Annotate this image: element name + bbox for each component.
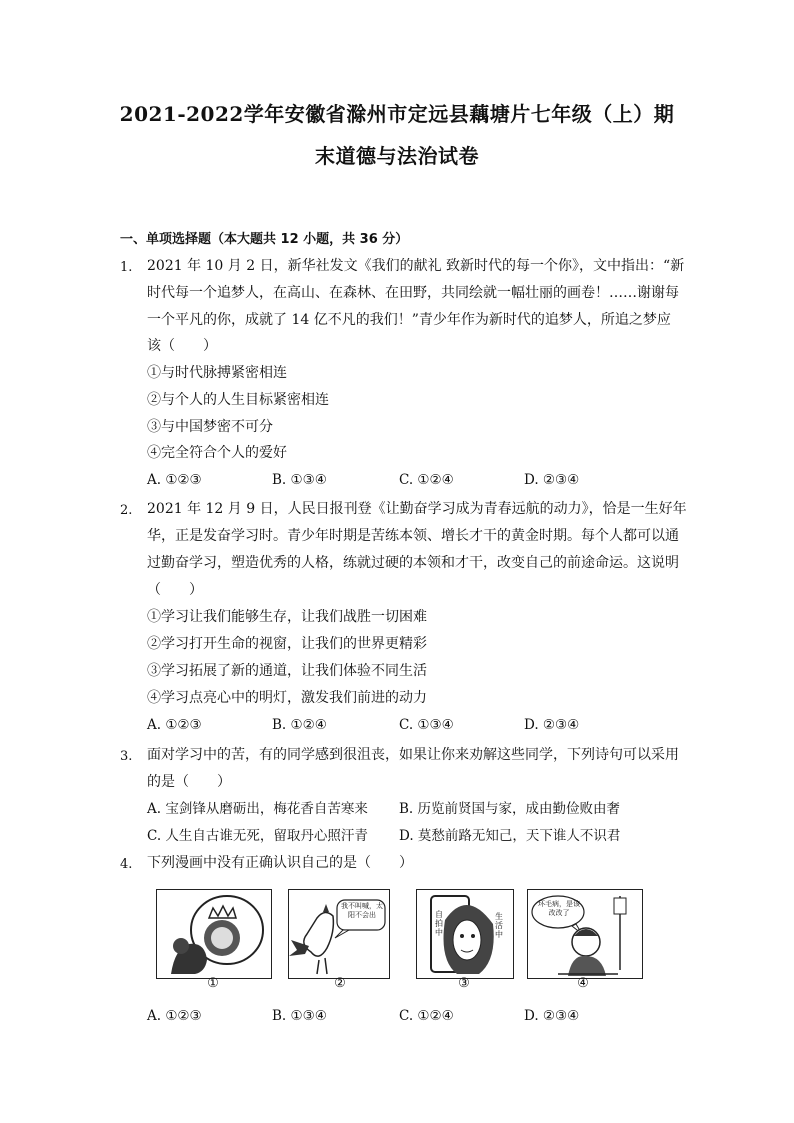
statement-item: ②学习打开生命的视窗，让我们的世界更精彩 xyxy=(147,636,427,652)
cartoon-rooster xyxy=(288,889,390,979)
question-text-line: （ ） xyxy=(147,582,203,598)
question-text-line: 过勤奋学习，塑造优秀的人格，练就过硬的本领和才干，改变自己的前途命运。这说明 xyxy=(147,555,679,571)
answer-option: B. ①②④ xyxy=(272,717,327,733)
statement-item: ①学习让我们能够生存，让我们战胜一切困难 xyxy=(147,609,427,625)
question-number: 3. xyxy=(120,749,133,764)
page-title-line2: 末道德与法治试卷 xyxy=(315,144,479,168)
answer-option: D. 莫愁前路无知己，天下谁人不识君 xyxy=(399,828,621,844)
answer-option: B. 历览前贤国与家，成由勤俭败由奢 xyxy=(399,801,621,817)
cartoon-caption: ④ xyxy=(577,976,589,991)
question-text-line: 面对学习中的苦，有的同学感到很沮丧，如果让你来劝解这些同学，下列诗句可以采用 xyxy=(147,747,679,763)
answer-option: C. ①②④ xyxy=(399,1008,454,1024)
cartoon-caption: ③ xyxy=(458,976,470,991)
statement-item: ②与个人的人生目标紧密相连 xyxy=(147,392,329,408)
answer-option: C. 人生自古谁无死，留取丹心照汗青 xyxy=(147,828,368,844)
cartoon-caption: ② xyxy=(334,976,346,991)
cartoon-lion-mirror xyxy=(156,889,272,979)
label-selfie: 自拍中 xyxy=(435,910,443,937)
statement-item: ③学习拓展了新的通道，让我们体验不同生活 xyxy=(147,663,427,679)
question-text-line: 2021 年 10 月 2 日，新华社发文《我们的献礼 致新时代的每一个你》，文中指出：“新 xyxy=(147,258,685,274)
speech-bubble-boy: 坏毛病，是该改改了 xyxy=(538,900,580,917)
answer-option: D. ②③④ xyxy=(524,717,580,733)
statement-item: ③与中国梦密不可分 xyxy=(147,419,273,435)
answer-option: A. ①②③ xyxy=(147,1008,202,1024)
answer-option: C. ①②④ xyxy=(399,472,454,488)
answer-option: D. ②③④ xyxy=(524,1008,580,1024)
statement-item: ①与时代脉搏紧密相连 xyxy=(147,365,287,381)
cartoon-boy-reflecting xyxy=(527,889,643,979)
answer-option: B. ①③④ xyxy=(272,472,327,488)
cartoon-caption: ① xyxy=(207,976,219,991)
page-title-line1: 2021-2022学年安徽省滁州市定远县藕塘片七年级（上）期 xyxy=(119,102,675,126)
cartoon-selfie xyxy=(416,889,514,979)
statement-item: ④学习点亮心中的明灯，激发我们前进的动力 xyxy=(147,690,427,706)
label-real-life: 生活中 xyxy=(495,912,503,939)
question-text-line: 下列漫画中没有正确认识自己的是（ ） xyxy=(147,855,413,871)
answer-option: C. ①③④ xyxy=(399,717,454,733)
question-number: 4. xyxy=(120,857,133,872)
answer-option: A. ①②③ xyxy=(147,472,202,488)
question-number: 1. xyxy=(120,260,133,275)
question-text-line: 华，正是发奋学习时。青少年时期是苦练本领、增长才干的黄金时期。每个人都可以通 xyxy=(147,528,679,544)
speech-bubble-rooster: 我不叫喊，太阳不会出 xyxy=(341,902,383,919)
question-text-line: 2021 年 12 月 9 日，人民日报刊登《让勤奋学习成为青春远航的动力》，恰是一生好年 xyxy=(147,501,687,517)
question-text-line: 的是（ ） xyxy=(147,774,231,790)
answer-option: D. ②③④ xyxy=(524,472,580,488)
answer-option: B. ①③④ xyxy=(272,1008,327,1024)
question-text-line: 时代每一个追梦人，在高山、在森林、在田野，共同绘就一幅壮丽的画卷！……谢谢每 xyxy=(147,285,679,301)
answer-option: A. 宝剑锋从磨砺出，梅花香自苦寒来 xyxy=(147,801,368,817)
statement-item: ④完全符合个人的爱好 xyxy=(147,445,287,461)
question-text-line: 一个平凡的你，成就了 14 亿不凡的我们！”青少年作为新时代的追梦人，所追之梦应 xyxy=(147,312,671,328)
section-heading: 一、单项选择题（本大题共 12 小题，共 36 分） xyxy=(120,232,409,247)
answer-option: A. ①②③ xyxy=(147,717,202,733)
question-text-line: 该（ ） xyxy=(147,338,217,354)
question-number: 2. xyxy=(120,503,133,518)
